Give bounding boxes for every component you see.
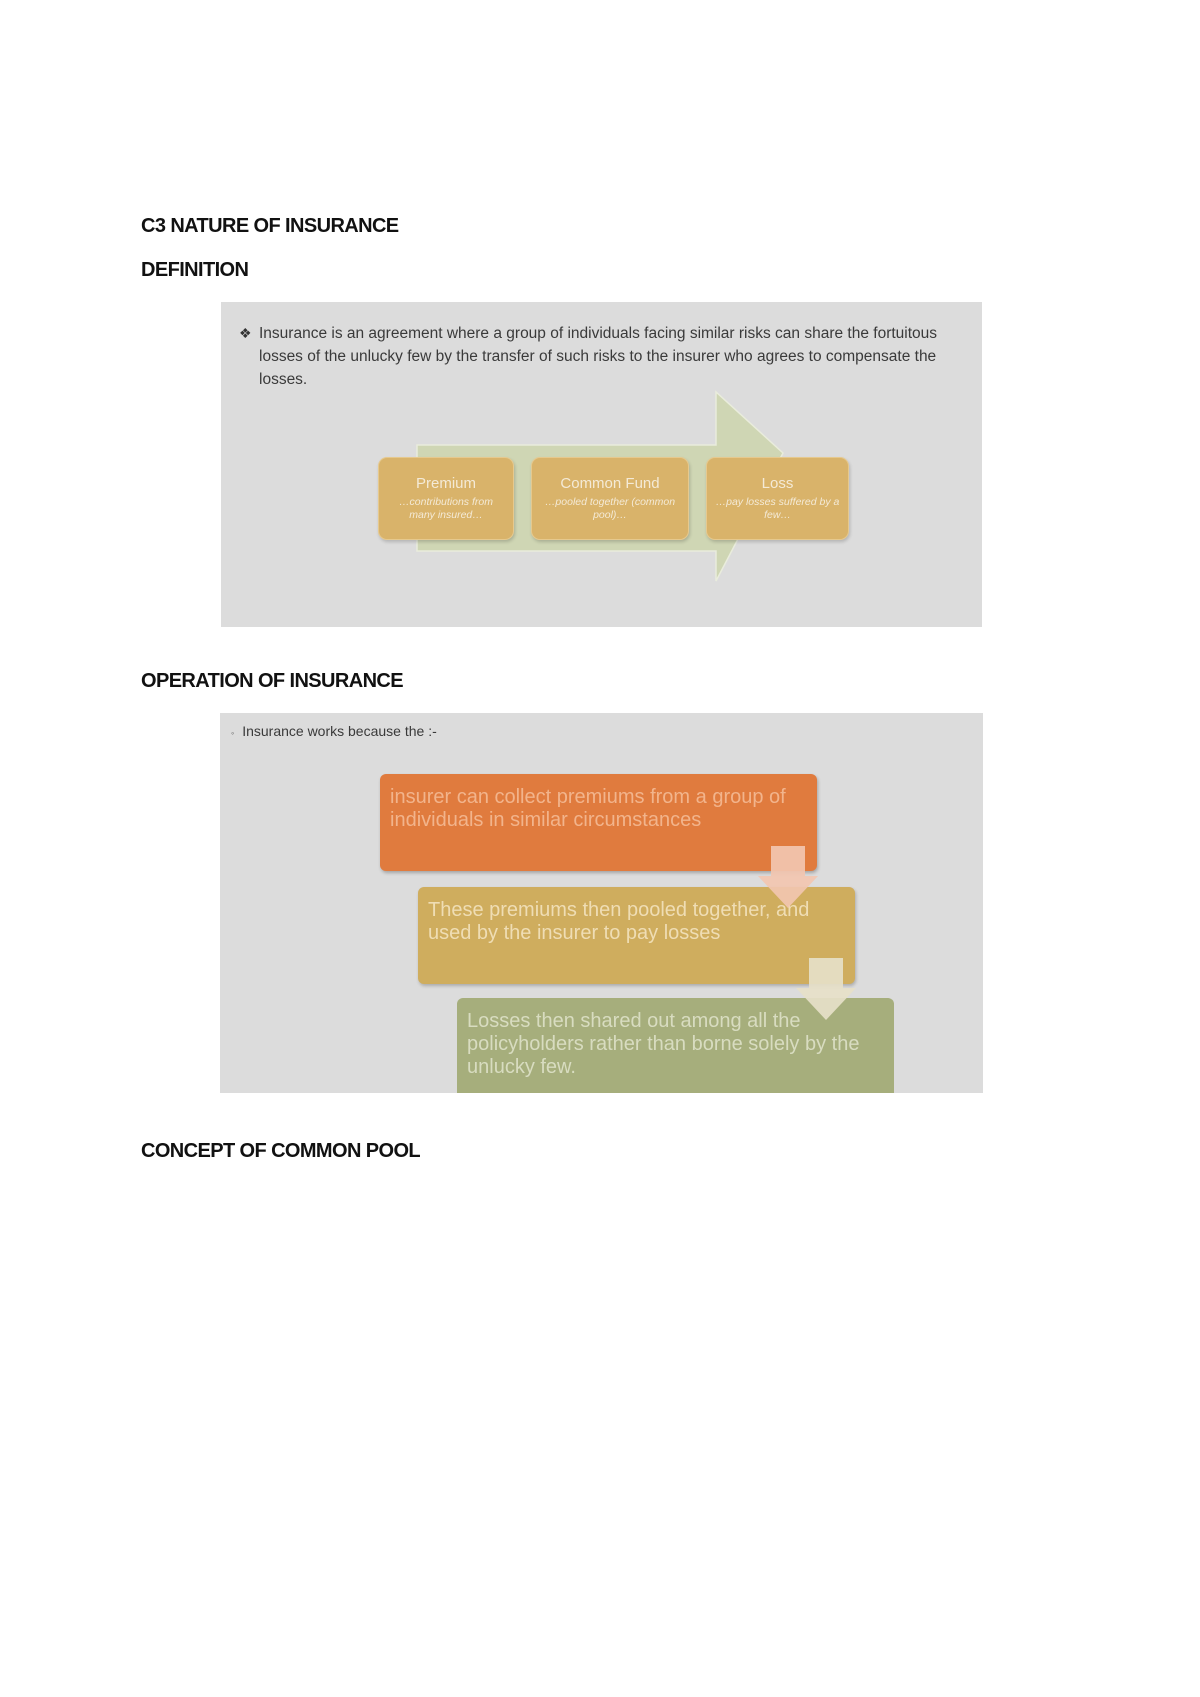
operation-step-text: insurer can collect premiums from a group of individuals in similar circumstances <box>390 786 786 831</box>
operation-step-1 <box>380 774 817 871</box>
circle-bullet-icon: ◦ <box>231 728 235 738</box>
process-title: Premium <box>415 475 476 492</box>
operation-step-text: These premiums then pooled together, and used by the insurer to pay losses <box>428 899 810 944</box>
process-subtitle: …contributions from many insured… <box>399 496 493 521</box>
process-title: Loss <box>761 475 794 492</box>
definition-slide-image <box>221 302 982 627</box>
diamond-bullet-icon: ❖ <box>239 325 252 341</box>
section-heading-definition: DEFINITION <box>141 259 249 281</box>
operation-step-text: Losses then shared out among all the policyholders rather than borne solely by the unlucky few. <box>467 1010 860 1078</box>
down-arrow-icon <box>796 958 856 1023</box>
process-box-loss <box>706 457 849 540</box>
process-subtitle: …pay losses suffered by a few… <box>715 496 840 521</box>
process-box-premium <box>378 457 514 540</box>
section-heading-operation: OPERATION OF INSURANCE <box>141 670 403 692</box>
operation-intro-text: Insurance works because the :- <box>242 723 437 739</box>
section-heading-common-pool: CONCEPT OF COMMON POOL <box>141 1140 421 1162</box>
definition-text: Insurance is an agreement where a group of individuals facing similar risks can share the fortuitous losses of the unlucky few by the transfer of such risks to the insurer who agrees to compensate the losses. <box>259 325 938 388</box>
process-box-common-fund <box>531 457 689 540</box>
operation-slide-image <box>220 713 983 1093</box>
operation-intro <box>231 723 437 739</box>
process-title: Common Fund <box>560 475 660 492</box>
process-subtitle: …pooled together (common pool)… <box>544 496 676 521</box>
page-title: C3 NATURE OF INSURANCE <box>141 215 399 237</box>
down-arrow-icon <box>758 846 818 911</box>
